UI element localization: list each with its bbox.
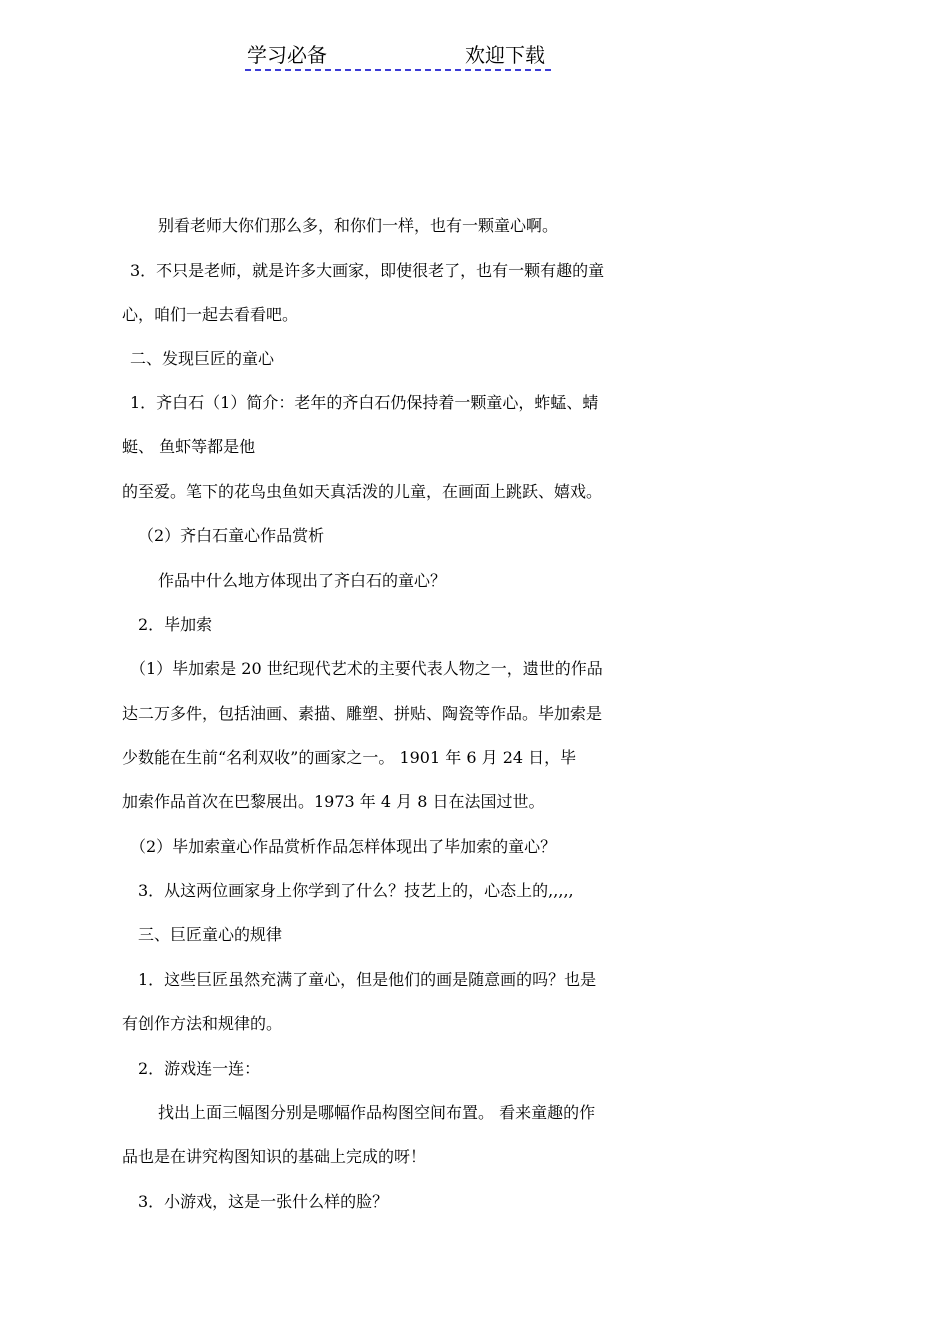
paragraph-line: 1．齐白石（1）简介：老年的齐白石仍保持着一颗童心，蚱蜢、蜻 bbox=[130, 393, 599, 412]
paragraph-line: 找出上面三幅图分别是哪幅作品构图空间布置。 看来童趣的作 bbox=[158, 1103, 596, 1122]
paragraph-line: （2）毕加索童心作品赏析作品怎样体现出了毕加索的童心？ bbox=[130, 837, 557, 856]
paragraph-line: 2．游戏连一连： bbox=[138, 1059, 261, 1078]
paragraph-line: 2．毕加索 bbox=[138, 615, 213, 634]
paragraph-line: 别看老师大你们那么多，和你们一样，也有一颗童心啊。 bbox=[158, 216, 559, 235]
paragraph-line: 品也是在讲究构图知识的基础上完成的呀！ bbox=[122, 1147, 427, 1166]
paragraph-line: 1．这些巨匠虽然充满了童心，但是他们的画是随意画的吗？也是 bbox=[138, 970, 597, 989]
paragraph-line: （2）齐白石童心作品赏析 bbox=[138, 526, 325, 545]
header-dashed-rule bbox=[245, 69, 551, 71]
paragraph-line: 达二万多件，包括油画、素描、雕塑、拼贴、陶瓷等作品。毕加索是 bbox=[122, 704, 603, 723]
section-heading: 二、发现巨匠的童心 bbox=[130, 349, 275, 368]
page-header bbox=[245, 42, 551, 72]
paragraph-line: 3．小游戏，这是一张什么样的脸？ bbox=[138, 1192, 389, 1211]
paragraph-line: 有创作方法和规律的。 bbox=[122, 1014, 283, 1033]
paragraph-line: （1）毕加索是 20 世纪现代艺术的主要代表人物之一，遗世的作品 bbox=[130, 659, 603, 678]
paragraph-line: 的至爱。笔下的花鸟虫鱼如天真活泼的儿童，在画面上跳跃、嬉戏。 bbox=[122, 482, 603, 501]
paragraph-line: 少数能在生前“名利双收”的画家之一。 1901 年 6 月 24 日，毕 bbox=[122, 748, 577, 767]
paragraph-line: 3．从这两位画家身上你学到了什么？技艺上的，心态上的,,,,, bbox=[138, 881, 574, 900]
section-heading: 三、巨匠童心的规律 bbox=[138, 925, 283, 944]
paragraph-line: 蜓、 鱼虾等都是他 bbox=[122, 437, 256, 456]
paragraph-line: 3．不只是老师，就是许多大画家，即使很老了，也有一颗有趣的童 bbox=[130, 261, 605, 280]
header-left-text: 学习必备 bbox=[247, 43, 327, 67]
paragraph-line: 心，咱们一起去看看吧。 bbox=[122, 305, 299, 324]
header-right-text: 欢迎下载 bbox=[465, 43, 545, 67]
paragraph-line: 作品中什么地方体现出了齐白石的童心？ bbox=[158, 571, 447, 590]
paragraph-line: 加索作品首次在巴黎展出。1973 年 4 月 8 日在法国过世。 bbox=[122, 792, 545, 811]
